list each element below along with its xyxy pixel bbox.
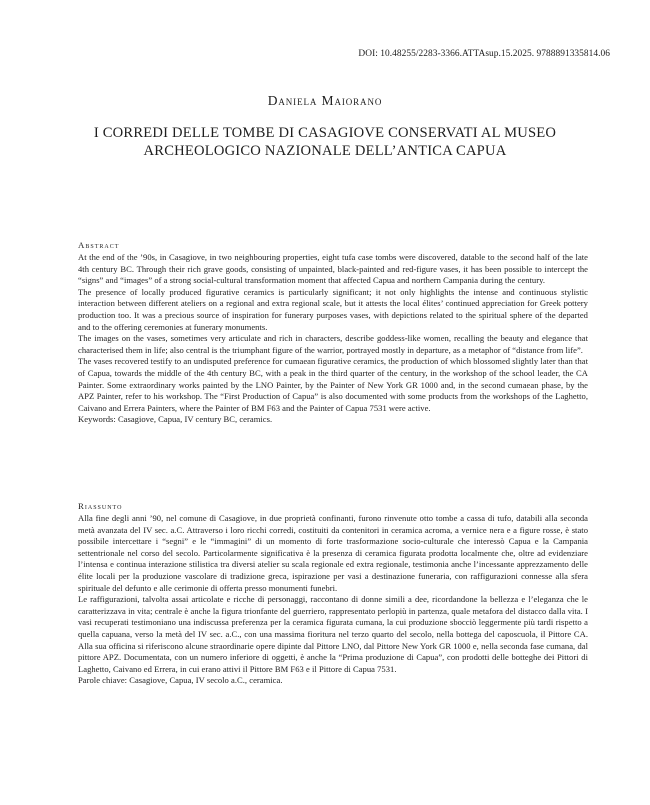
abstract-section <box>78 240 588 426</box>
author-name: Daniela Maiorano <box>267 93 383 108</box>
riassunto-section <box>78 501 588 687</box>
abstract-paragraph: The presence of locally produced figurative ceramics is particularly significant; it not only highlights the intense and continuous stylistic interaction between different ateliers on a regional and extra regional scale, but it attests the local élites’ continued appreciation for Greek pottery production too. It was a precious source of inspiration for funerary purposes vases, with depictions related to the spiritual sphere of the departed and to the offering ceremonies at funerary monuments. <box>78 286 588 332</box>
abstract-paragraph: The images on the vases, sometimes very articulate and rich in characters, describe goddess-like women, recalling the beauty and elegance that characterised them in life; also central is the triumphant figure of the warrior, portrayed mostly in departure, as a metaphor of “distance from life”. <box>78 333 588 355</box>
article-title <box>60 124 590 160</box>
riassunto-keywords: Parole chiave: Casagiove, Capua, IV secolo a.C., ceramica. <box>78 675 283 686</box>
riassunto-paragraph: Le raffigurazioni, talvolta assai articolate e ricche di personaggi, raccontano di donne simili a dee, ricordandone la bellezza e l’eleganza che le caratterizzava in vita; centrale è anche la figura trionfante del guerriero, rappresentato perlopiù in partenza, quale metafora del distacco dalla vita. I vasi recuperati testimoniano una indiscussa preferenza per la ceramica figurata cumana, la cui produzione sbocciò leggermente più tardi rispetto a quella capuana, verso la metà del IV sec. a.C., con una massima fioritura nel terzo quarto del secolo, nella bottega del caposcuola, il Pittore CA. Alla sua officina si riferiscono alcune straordinarie opere dipinte dal Pittore LNO, dal Pittore New York GR 1000 e, nella seconda fase cumana, dal pittore APZ. Documentata, con un numero inferiore di oggetti, è anche la “Prima produzione di Capua”, con prodotti delle botteghe dei Pittori di Laghetto, Caivano ed Errera, in cui erano attivi il Pittore BM F63 e il Pittore di Capua 7531. <box>78 594 588 674</box>
riassunto-paragraph: Alla fine degli anni ’90, nel comune di Casagiove, in due proprietà confinanti, furono rinvenute otto tombe a cassa di tufo, databili alla seconda metà avanzata del IV sec. a.C. Attraverso i loro ricchi corredi, costituiti da contenitori in ceramica acroma, a vernice nera e a figure rosse, è stato possibile intercettare i “segni” e le “immagini” di un momento di forte trasformazione socio-culturale che interessò Capua e la Campania settentrionale nel corso del secolo. Particolarmente significativa è la presenza di ceramica figurata prodotta localmente che, oltre ad evidenziare l’intensa e continua interazione stilistica tra diversi atelier su scala regionale ed extra regionale, testimonia anche l’incessante apprezzamento delle élite locali per la produzione vascolare di tradizione greca, ispirazione per vasi a destinazione funeraria, con raffigurazioni connesse alla sfera spirituale del defunto e alle cerimonie di offerta presso monumenti funebri. <box>78 513 588 593</box>
riassunto-heading: Riassunto <box>78 501 123 511</box>
abstract-paragraph: The vases recovered testify to an undisputed preference for cumaean figurative ceramics, the production of which blossomed slightly later than that of Capua, towards the middle of the 4th century BC, with a peak in the third quarter of the century, in the workshop of the school leader, the CA Painter. Some extraordinary works painted by the LNO Painter, by the Painter of New York GR 1000 and, in the second cumaean phase, by the APZ Painter, refer to his workshop. The “First Production of Capua” is also documented with some products from the workshops of the Laghetto, Caivano and Errera Painters, where the Painter of BM F63 and the Painter of Capua 7531 were active. <box>78 356 588 413</box>
abstract-keywords: Keywords: Casagiove, Capua, IV century BC, ceramics. <box>78 414 273 425</box>
abstract-heading: Abstract <box>78 240 120 250</box>
doi-line: DOI: 10.48255/2283-3366.ATTAsup.15.2025. 9788891335814.06 <box>358 49 610 59</box>
title-line: ARCHEOLOGICO NAZIONALE DELL’ANTICA CAPUA <box>143 143 507 159</box>
title-line: I CORREDI DELLE TOMBE DI CASAGIOVE CONSERVATI AL MUSEO <box>93 125 557 141</box>
abstract-paragraph: At the end of the ’90s, in Casagiove, in two neighbouring properties, eight tufa case tombs were discovered, datable to the second half of the late 4th century BC. Through their rich grave goods, consisting of unpainted, black-painted and red-figure vases, it has been possible to intercept the “signs” and “images” of a strong social-cultural transformation moment that affected Capua and northern Campania during the century. <box>78 252 588 286</box>
